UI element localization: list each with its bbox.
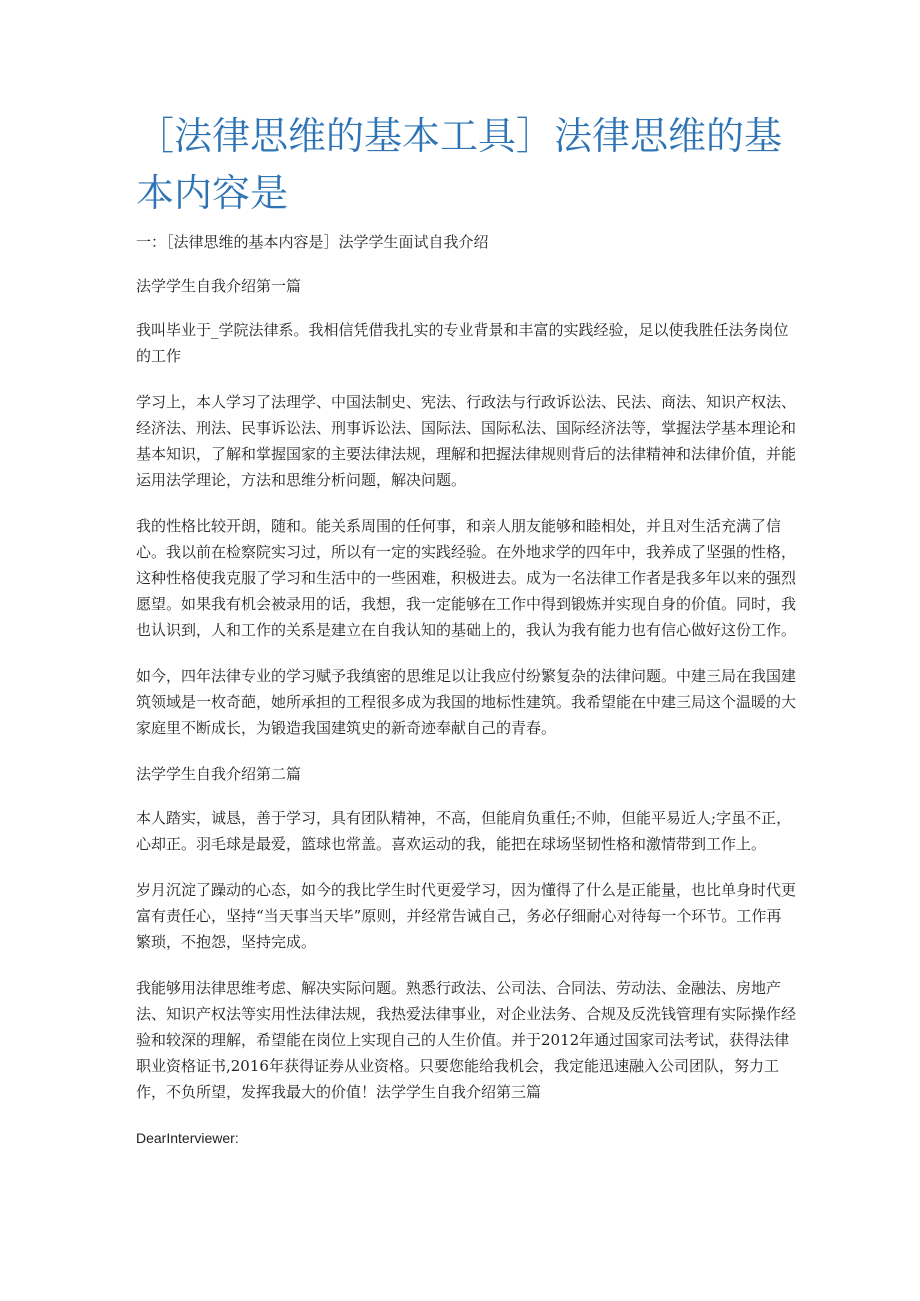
body-paragraph: 我的性格比较开朗，随和。能关系周围的任何事，和亲人朋友能够和睦相处，并且对生活充满了信心。我以前在检察院实习过，所以有一定的实践经验。在外地求学的四年中，我养成了坚强的性格，这种性格使我克服了学习和生活中的一些困难，积极进去。成为一名法律工作者是我多年以来的强烈愿望。如果我有机会被录用的话，我想，我一定能够在工作中得到锻炼并实现自身的价值。同时，我也认识到，人和工作的关系是建立在自我认知的基础上的，我认为我有能力也有信心做好这份工作。 [136,517,797,639]
document-title: ［法律思维的基本工具］法律思维的基本内容是 [136,114,783,215]
subsection-heading: 法学学生自我介绍第一篇 [136,277,302,295]
document-body [136,229,796,1171]
body-paragraph: 岁月沉淀了躁动的心态，如今的我比学生时代更爱学习，因为懂得了什么是正能量，也比单身时代更富有责任心，坚持“当天事当天毕”原则，并经常告诫自己，务必仔细耐心对待每一个环节。工作再繁琐，不抱怨，坚持完成。 [136,881,797,951]
section-heading: 一：［法律思维的基本内容是］法学学生面试自我介绍 [136,233,489,251]
body-paragraph: 本人踏实，诚恳，善于学习，具有团队精神，不高，但能肩负重任;不帅，但能平易近人;字虽不正，心却正。羽毛球是最爱，篮球也常盖。喜欢运动的我，能把在球场坚韧性格和激情带到工作上。 [136,809,792,853]
body-paragraph: 如今，四年法律专业的学习赋予我缜密的思维足以让我应付纷繁复杂的法律问题。中建三局在我国建筑领域是一枚奇葩，她所承担的工程很多成为我国的地标性建筑。我希望能在中建三局这个温暖的大家庭里不断成长，为锻造我国建筑史的新奇迹奉献自己的青春。 [136,667,797,737]
salutation: DearInterviewer: [136,1130,239,1146]
body-paragraph: 学习上，本人学习了法理学、中国法制史、宪法、行政法与行政诉讼法、民法、商法、知识产权法、经济法、刑法、民事诉讼法、刑事诉讼法、国际法、国际私法、国际经济法等，掌握法学基本理论和基本知识，了解和掌握国家的主要法律法规，理解和把握法律规则背后的法律精神和法律价值，并能运用法学理论，方法和思维分析问题，解决问题。 [136,393,797,489]
body-paragraph: 我能够用法律思维考虑、解决实际问题。熟悉行政法、公司法、合同法、劳动法、金融法、房地产法、知识产权法等实用性法律法规，我热爱法律事业，对企业法务、合规及反洗钱管理有实际操作经验和较深的理解，希望能在岗位上实现自己的人生价值。并于2012年通过国家司法考试，获得法律职业资格证书,2016年获得证券从业资格。只要您能给我机会，我定能迅速融入公司团队，努力工作，不负所望，发挥我最大的价值！法学学生自我介绍第三篇 [136,979,797,1101]
body-paragraph: 我叫毕业于_学院法律系。我相信凭借我扎实的专业背景和丰富的实践经验，足以使我胜任法务岗位的工作 [136,321,789,365]
subsection-heading: 法学学生自我介绍第二篇 [136,765,302,783]
